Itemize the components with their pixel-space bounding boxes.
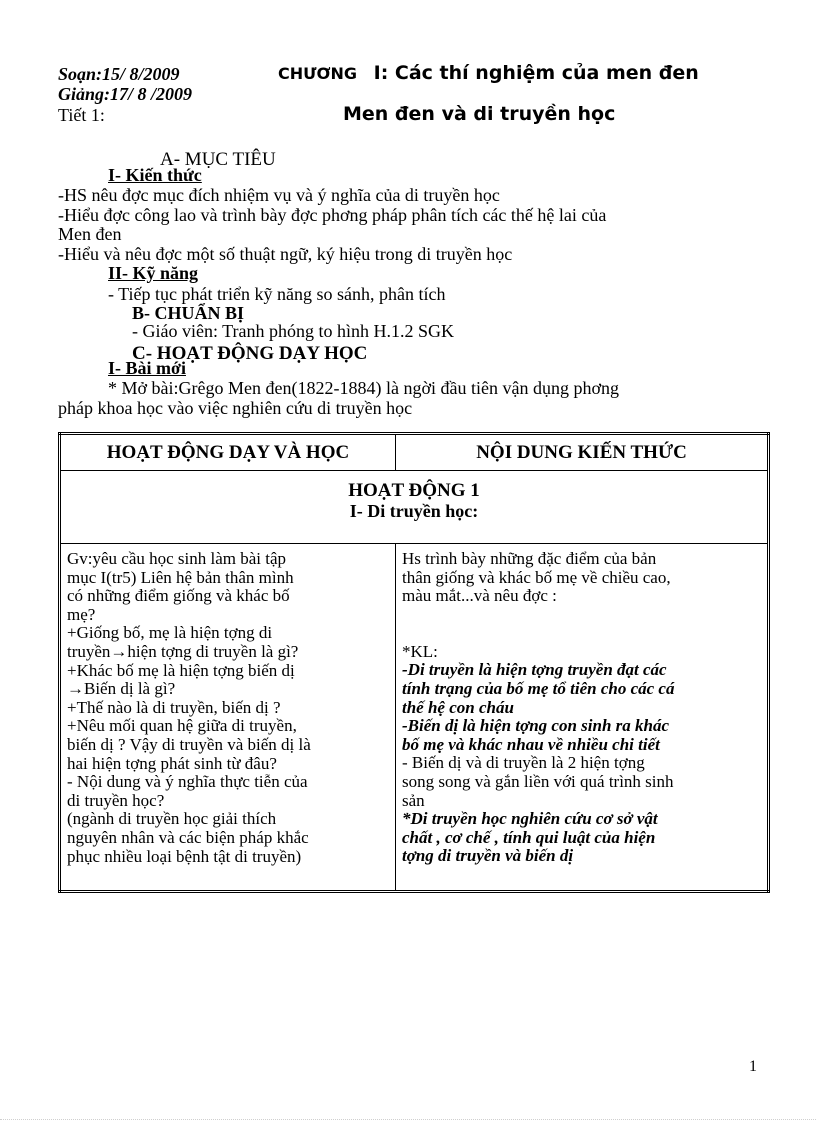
content-line: - Biến dị và di truyền là 2 hiện tợng [402,753,645,773]
lesson-number: Tiết 1: [58,105,105,125]
preparation-title: B- CHUẨN BỊ [132,303,245,323]
activity-line: (ngành di truyền học giải thích [67,809,277,829]
compose-date: Soạn:15/ 8/2009 [58,64,180,84]
lesson-title: Men đen và di truyền học [343,103,616,125]
content-line: Hs trình bày những đặc điểm của bản [402,549,657,568]
knowledge-content [396,544,769,892]
definition-line: chất , cơ chế , tính qui luật của hiện [402,827,656,847]
activity-line: có những điểm giống và khác bố [67,586,290,606]
activity-line: +Nêu mối quan hệ giữa di truyền, [67,716,297,736]
knowledge-item: -Hiểu và nêu đợc một số thuật ngữ, ký hiệu trong di truyền học [58,244,513,264]
definition-line: tợng di truyền và biến dị [402,846,574,866]
definition-line: -Biến dị là hiện tợng con sinh ra khác [402,716,670,736]
content-line: song song và gắn liền với quá trình sinh [402,771,674,791]
lesson-table [58,432,770,893]
intro-text: * Mở bài:Grêgo Men đen(1822-1884) là ngời đầu tiên vận dụng phơng [108,378,619,398]
teach-date: Giảng:17/ 8 /2009 [58,84,193,104]
preparation-item: - Giáo viên: Tranh phóng to hình H.1.2 SGK [132,321,455,341]
definition-line: bố mẹ và khác nhau về nhiều chi tiết [402,734,660,754]
skills-heading: II- Kỹ năng [108,263,199,283]
definition-line: thế hệ con cháu [402,697,514,717]
section-header [60,471,769,544]
knowledge-item: Men đen [58,224,122,244]
content-line: sản [402,790,425,810]
chapter-title: : Các thí nghiệm của men đen [380,62,699,84]
activity-line: nguyên nhân và các biện pháp khắc [67,827,309,847]
knowledge-item: -HS nêu đợc mục đích nhiệm vụ và ý nghĩa của di truyền học [58,185,500,205]
activity-line: +Giống bố, mẹ là hiện tợng di [67,623,273,643]
activity-line: +Thế nào là di truyền, biến dị ? [67,697,281,717]
page-number: 1 [749,1058,757,1075]
activity-line: - Nội dung và ý nghĩa thực tiễn của [67,772,308,792]
knowledge-heading: I- Kiến thức [108,165,202,185]
objectives-title: A- MỤC TIÊU [160,149,276,170]
page-bottom-divider [0,1119,816,1120]
activity-line: →Biến dị là gì? [67,679,176,699]
section-title: HOẠT ĐỘNG 1 [348,480,480,501]
activity-line: di truyền học? [67,790,165,810]
section-subtitle: I- Di truyền học: [349,501,479,521]
skills-item: - Tiếp tục phát triển kỹ năng so sánh, phân tích [108,284,446,304]
content-line: thân giống và khác bố mẹ về chiều cao, [402,567,671,587]
content-line: màu mắt...và nêu đợc : [402,586,557,606]
activity-line: hai hiện tợng phát sinh từ đâu? [67,753,277,773]
activity-line: truyền→hiện tợng di truyền là gì? [67,641,299,661]
activity-line: mục I(tr5) Liên hệ bản thân mình [67,567,294,587]
intro-text: pháp khoa học vào việc nghiên cứu di truyền học [58,398,413,418]
column-header: NỘI DUNG KIẾN THỨC [396,434,769,471]
definition-line: -Di truyền là hiện tợng truyền đạt các [402,660,667,680]
definition-line: tính trạng của bố mẹ tổ tiên cho các cá [402,678,675,698]
chapter-label: CHƯƠNG [278,64,357,83]
conclusion-label: *KL: [402,641,438,661]
column-header: HOẠT ĐỘNG DẠY VÀ HỌC [60,434,396,471]
knowledge-item: -Hiểu đợc công lao và trình bày đợc phơng pháp phân tích các thế hệ lai của [58,205,607,225]
activity-line: +Khác bố mẹ là hiện tợng biến dị [67,660,295,680]
chapter-heading [278,62,699,84]
activity-line: mẹ? [67,604,96,624]
chapter-number: I [373,62,381,84]
new-lesson-heading: I- Bài mới [108,358,186,378]
activity-line: Gv:yêu cầu học sinh làm bài tập [67,549,287,568]
activities-title: C- HOẠT ĐỘNG DẠY HỌC [132,343,368,364]
definition-line: *Di truyền học nghiên cứu cơ sở vật [402,809,658,829]
activity-line: phục nhiều loại bệnh tật di truyền) [67,846,302,866]
teaching-activities [60,544,396,892]
activity-line: biến dị ? Vậy di truyền và biến dị là [67,734,311,754]
